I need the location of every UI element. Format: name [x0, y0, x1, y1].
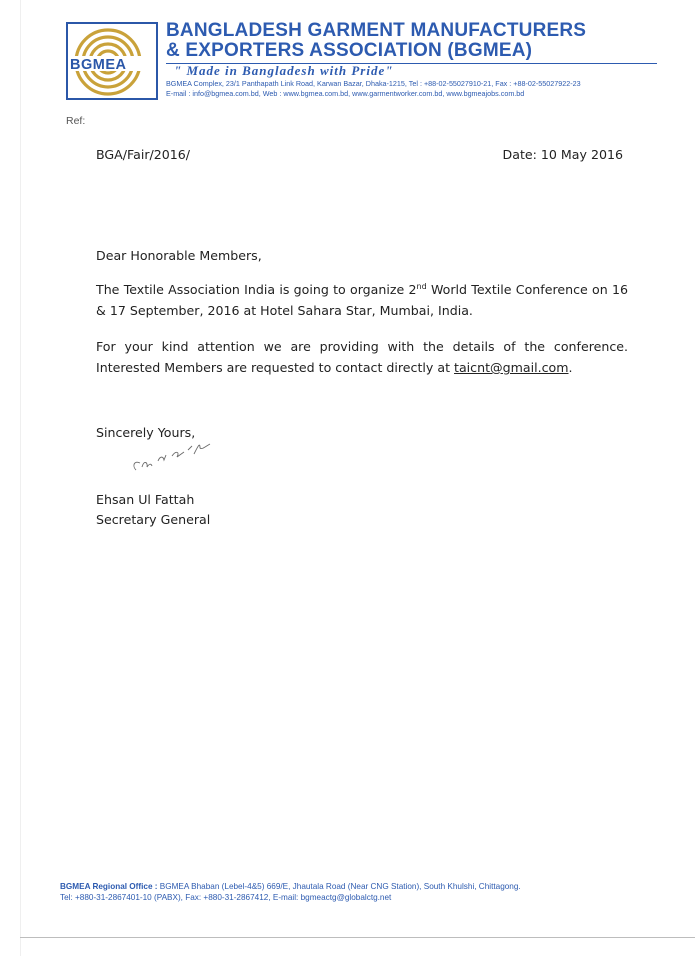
org-name-line1: BANGLADESH GARMENT MANUFACTURERS [166, 20, 587, 41]
salutation: Dear Honorable Members, [96, 248, 262, 263]
scan-edge [20, 0, 21, 956]
logo-text: BGMEA [70, 57, 127, 73]
handwritten-signature [128, 436, 218, 484]
bgmea-logo [66, 22, 158, 100]
para2-text: For your kind attention we are providing with the details of the conference. Interested Members are requested to contact directly at [96, 339, 628, 375]
para2-period: . [568, 360, 573, 375]
footer-label: BGMEA Regional Office : [60, 882, 158, 891]
footer-regional-office [60, 882, 521, 891]
logo-emblem-icon [68, 24, 156, 98]
ref-label: Ref: [66, 115, 86, 127]
para1-text-end: World Textile Conference on 16 & 17 September, 2016 at Hotel Sahara Star, Mumbai, India. [96, 282, 628, 318]
para1-text-start: The Textile Association India is going to organize 2 [96, 282, 417, 297]
ordinal-suffix: nd [416, 281, 427, 291]
letter-date: Date: 10 May 2016 [502, 147, 623, 162]
closing: Sincerely Yours, [96, 425, 196, 440]
org-contact-address: BGMEA Complex, 23/1 Panthapath Link Road, Karwan Bazar, Dhaka-1215, Tel : +88-02-55027910-21, Fax : +88-02-55027922-23 [166, 79, 581, 88]
paragraph-conference-announcement [96, 279, 628, 321]
contact-email-link[interactable]: taicnt@gmail.com [454, 360, 569, 375]
org-contact-web: E-mail : info@bgmea.com.bd, Web : www.bgmea.com.bd, www.garmentworker.com.bd, www.bgmeajobs.com.bd [166, 89, 525, 98]
footer-address: BGMEA Bhaban (Lebel-4&5) 669/E, Jhautala Road (Near CNG Station), South Khulshi, Chittagong. [157, 882, 521, 891]
reference-number: BGA/Fair/2016/ [96, 147, 191, 162]
signer-name: Ehsan Ul Fattah [96, 492, 195, 507]
bottom-divider [20, 937, 695, 938]
signer-title: Secretary General [96, 512, 211, 527]
org-tagline: " Made in Bangladesh with Pride" [174, 63, 394, 78]
footer-contact: Tel: +880-31-2867401-10 (PABX), Fax: +880-31-2867412, E-mail: bgmeactg@globalctg.net [60, 893, 392, 902]
org-name-line2: & EXPORTERS ASSOCIATION (BGMEA) [166, 40, 533, 61]
paragraph-contact-request [96, 336, 628, 378]
